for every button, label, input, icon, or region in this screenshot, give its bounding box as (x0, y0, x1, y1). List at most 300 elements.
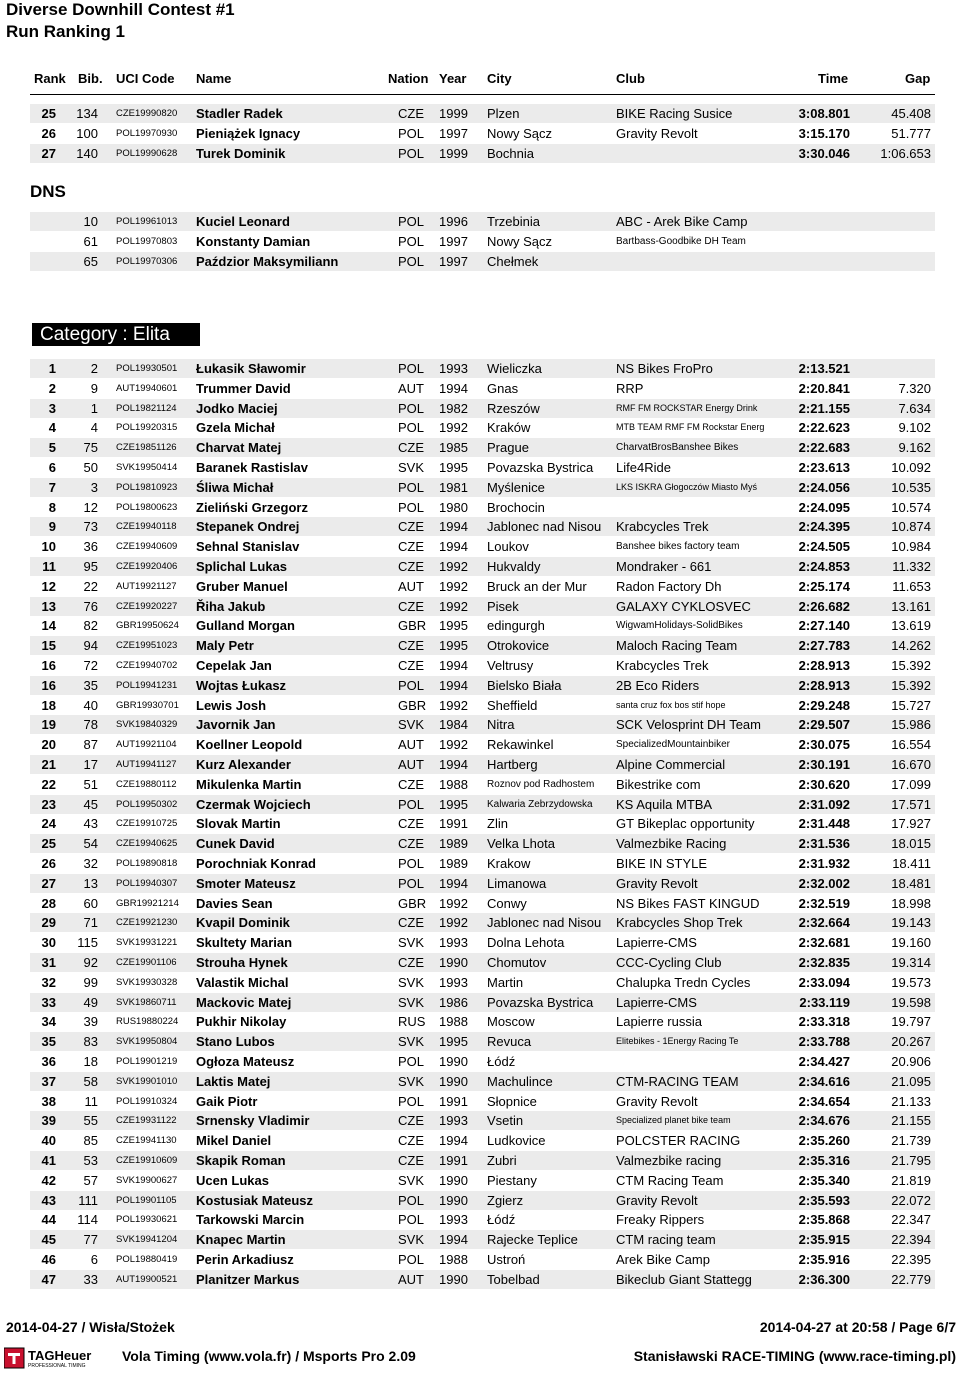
club-cell: santa cruz fox bos stif hope (616, 699, 726, 710)
bib-cell: 115 (77, 935, 98, 951)
year-cell: 1997 (439, 125, 468, 141)
bib-cell: 83 (83, 1034, 98, 1050)
gap-cell: 10.984 (891, 539, 931, 555)
footer-date-place: 2014-04-27 / Wisła/Stożek (6, 1319, 175, 1335)
club-cell: Radon Factory Dh (616, 578, 722, 594)
time-cell: 2:24.853 (798, 559, 850, 574)
year-cell: 1994 (439, 380, 468, 396)
bib-cell: 85 (83, 1133, 98, 1149)
rank-cell: 4 (48, 420, 56, 436)
table-row (30, 577, 935, 596)
club-cell: RMF FM ROCKSTAR Energy Drink (616, 402, 758, 413)
year-cell: 1997 (439, 233, 468, 249)
city-cell: Rzeszów (487, 400, 540, 416)
uci-code-cell: CZE19990820 (116, 108, 178, 119)
uci-code-cell: CZE19910725 (116, 818, 178, 830)
nation-cell: POL (398, 420, 425, 436)
time-cell: 2:29.507 (798, 717, 850, 733)
time-cell: 2:31.092 (798, 796, 850, 812)
city-cell: Bielsko Biała (487, 677, 562, 693)
nation-cell: CZE (398, 658, 424, 673)
time-cell: 2:26.682 (798, 598, 850, 614)
year-cell: 1988 (439, 1014, 468, 1030)
uci-code-cell: CZE19951023 (116, 640, 178, 652)
year-cell: 1993 (439, 361, 468, 376)
bib-cell: 78 (83, 717, 98, 733)
year-cell: 1992 (439, 559, 468, 574)
uci-code-cell: SVK19930328 (116, 976, 178, 988)
gap-cell: 13.619 (891, 618, 931, 634)
table-row (30, 124, 935, 143)
year-cell: 1993 (439, 974, 468, 990)
rider-name-cell: Stadler Radek (196, 106, 283, 121)
uci-code-cell: SVK19941204 (116, 1234, 178, 1246)
rank-cell: 25 (41, 836, 56, 852)
gap-cell: 21.155 (891, 1113, 931, 1129)
bib-cell: 17 (83, 757, 98, 772)
club-cell: Lapierre-CMS (616, 994, 697, 1010)
year-cell: 1992 (439, 895, 468, 911)
category-banner: Category : Elita (32, 323, 200, 346)
time-cell: 2:35.868 (798, 1212, 850, 1228)
year-cell: 1990 (439, 1271, 468, 1287)
rider-name-cell: Wojtas Łukasz (196, 677, 287, 693)
club-cell: Krabcycles Trek (616, 519, 709, 535)
rider-name-cell: Mackovic Matej (196, 994, 292, 1010)
bib-cell: 4 (90, 420, 98, 436)
year-cell: 1992 (439, 737, 468, 753)
city-cell: Martin (487, 974, 524, 990)
rider-name-cell: Czermak Wojciech (196, 796, 311, 812)
gap-cell: 22.072 (891, 1192, 931, 1208)
bib-cell: 10 (83, 214, 98, 229)
year-cell: 1982 (439, 400, 468, 416)
club-cell: Elitebikes - 1Energy Racing Te (616, 1036, 739, 1047)
time-cell: 2:31.932 (798, 856, 850, 871)
club-cell: SpecializedMountainbiker (616, 739, 730, 751)
rank-cell: 31 (41, 955, 56, 970)
rank-cell: 7 (48, 479, 56, 495)
year-cell: 1994 (439, 658, 468, 673)
table-row (30, 735, 935, 754)
table-row (30, 993, 935, 1012)
time-cell: 2:25.174 (798, 578, 850, 594)
gap-cell: 9.102 (898, 420, 931, 436)
uci-code-cell: CZE19931122 (116, 1115, 177, 1127)
bib-cell: 22 (83, 578, 98, 594)
uci-code-cell: CZE19920227 (116, 600, 178, 612)
nation-cell: CZE (398, 915, 424, 931)
table-row (30, 795, 935, 814)
uci-code-cell: GBR19950624 (116, 620, 179, 632)
uci-code-cell: POL19961013 (116, 216, 178, 227)
city-cell: Roznov pod Radhostem (487, 778, 595, 790)
rank-cell: 20 (41, 737, 56, 753)
city-cell: Otrokovice (487, 638, 550, 654)
table-row (30, 1052, 935, 1071)
rider-name-cell: Charvat Matej (196, 440, 282, 456)
club-cell: KS Aquila MTBA (616, 796, 713, 812)
rank-cell: 46 (41, 1252, 56, 1267)
time-cell: 2:31.536 (798, 836, 850, 852)
nation-cell: AUT (398, 1271, 424, 1287)
year-cell: 1995 (439, 796, 468, 812)
bib-cell: 87 (83, 737, 98, 753)
bib-cell: 11 (84, 1093, 98, 1109)
table-row (30, 1270, 935, 1289)
uci-code-cell: POL19901219 (116, 1056, 178, 1067)
nation-cell: SVK (398, 974, 425, 990)
table-row (30, 1092, 935, 1111)
bib-cell: 32 (83, 856, 98, 871)
club-cell: Mondraker - 661 (616, 559, 712, 574)
time-cell: 2:34.654 (798, 1093, 850, 1109)
rider-name-cell: Kostusiak Mateusz (196, 1192, 314, 1208)
table-row (30, 1171, 935, 1190)
table-row (30, 212, 935, 231)
year-cell: 1994 (439, 539, 468, 555)
nation-cell: SVK (398, 717, 425, 733)
table-row (30, 1151, 935, 1170)
rider-name-cell: Sehnal Stanislav (196, 539, 300, 555)
rank-cell: 21 (41, 757, 56, 772)
time-cell: 2:27.783 (798, 638, 850, 654)
rank-cell: 5 (48, 440, 56, 456)
uci-code-cell: SVK19840329 (116, 719, 178, 731)
time-cell: 2:35.915 (798, 1232, 850, 1248)
club-cell: Gravity Revolt (616, 125, 698, 141)
bib-cell: 55 (83, 1113, 98, 1129)
rank-cell: 34 (41, 1014, 56, 1030)
column-header-row (0, 71, 960, 89)
uci-code-cell: SVK19931221 (116, 937, 178, 949)
uci-code-cell: CZE19921230 (116, 917, 178, 929)
bib-cell: 3 (90, 479, 98, 495)
rank-cell: 15 (41, 638, 56, 654)
table-row (30, 676, 935, 695)
bib-cell: 71 (83, 915, 98, 931)
year-cell: 1991 (439, 816, 468, 832)
rider-name-cell: Mikulenka Martin (196, 776, 302, 792)
city-cell: Łódź (487, 1054, 516, 1069)
nation-cell: SVK (398, 1172, 425, 1188)
bib-cell: 61 (83, 233, 98, 249)
year-cell: 1997 (439, 253, 468, 269)
rank-cell: 35 (41, 1034, 56, 1050)
gap-cell: 15.986 (891, 717, 931, 733)
uci-code-cell: SVK19900627 (116, 1174, 178, 1186)
table-row (30, 1191, 935, 1210)
rank-cell: 24 (41, 816, 56, 832)
city-cell: Conwy (487, 895, 527, 911)
nation-cell: SVK (398, 994, 425, 1010)
rider-name-cell: Pieniążek Ignacy (196, 125, 301, 141)
club-cell: Maloch Racing Team (616, 638, 738, 654)
time-cell: 2:36.300 (798, 1271, 850, 1287)
year-cell: 1994 (439, 1232, 468, 1248)
club-cell: Freaky Rippers (616, 1212, 705, 1228)
table-row (30, 1131, 935, 1150)
gap-cell: 21.133 (891, 1093, 931, 1109)
city-cell: Limanowa (487, 875, 547, 891)
bib-cell: 82 (83, 618, 98, 634)
year-cell: 1994 (439, 677, 468, 693)
gap-cell: 7.320 (898, 380, 931, 396)
rank-cell: 36 (41, 1054, 56, 1069)
nation-cell: POL (398, 214, 425, 229)
uci-code-cell: AUT19940601 (116, 382, 178, 394)
rider-name-cell: Planitzer Markus (196, 1271, 300, 1287)
nation-cell: CZE (398, 539, 424, 555)
bib-cell: 94 (83, 638, 98, 654)
footer-vola-credit: Vola Timing (www.vola.fr) / Msports Pro 2.09 (122, 1348, 416, 1364)
city-cell: Chomutov (487, 955, 547, 970)
bib-cell: 2 (90, 361, 98, 376)
gap-cell: 21.739 (891, 1133, 931, 1149)
year-cell: 1986 (439, 994, 468, 1010)
nation-cell: GBR (398, 618, 427, 634)
table-row (30, 517, 935, 536)
rank-cell: 9 (48, 519, 56, 535)
rider-name-cell: Perin Arkadiusz (196, 1252, 294, 1267)
bib-cell: 43 (83, 816, 98, 832)
uci-code-cell: CZE19920406 (116, 561, 178, 572)
rank-cell: 43 (41, 1192, 56, 1208)
rank-cell: 18 (41, 697, 56, 713)
table-row (30, 894, 935, 913)
gap-cell: 17.099 (891, 776, 931, 792)
club-cell: WigwamHolidays-SolidBikes (616, 620, 743, 632)
year-cell: 1990 (439, 1073, 468, 1089)
city-cell: Kalwaria Zebrzydowska (487, 798, 593, 810)
uci-code-cell: SVK19860711 (116, 996, 177, 1008)
gap-cell: 13.161 (891, 598, 931, 614)
uci-code-cell: POL19901105 (116, 1194, 177, 1206)
table-row (30, 1012, 935, 1031)
gap-cell: 9.162 (898, 440, 931, 456)
table-row (30, 418, 935, 437)
club-cell: Bikeclub Giant Stattegg (616, 1271, 752, 1287)
club-cell: NS Bikes FroPro (616, 361, 713, 376)
nation-cell: SVK (398, 1034, 425, 1050)
col-rank: Rank (34, 71, 66, 86)
table-row (30, 973, 935, 992)
rider-name-cell: Koellner Leopold (196, 737, 303, 753)
city-cell: Ludkovice (487, 1133, 546, 1149)
nation-cell: SVK (398, 460, 425, 475)
rank-cell: 14 (41, 618, 56, 634)
time-cell: 2:32.835 (798, 955, 850, 970)
year-cell: 1988 (439, 776, 468, 792)
club-cell: NS Bikes FAST KINGUD (616, 895, 760, 911)
city-cell: Moscow (487, 1014, 535, 1030)
uci-code-cell: CZE19940702 (116, 660, 178, 671)
rank-cell: 25 (41, 106, 56, 121)
year-cell: 1992 (439, 578, 468, 594)
gap-cell: 51.777 (891, 125, 931, 141)
table-row (30, 252, 935, 271)
club-cell: GT Bikeplac opportunity (616, 816, 755, 832)
time-cell: 2:27.140 (798, 618, 850, 634)
gap-cell: 20.267 (891, 1034, 931, 1050)
gap-cell: 10.092 (891, 460, 931, 475)
bib-cell: 58 (83, 1073, 98, 1089)
svg-text:TAGHeuer: TAGHeuer (28, 1348, 92, 1363)
city-cell: Povazska Bystrica (487, 460, 594, 475)
rider-name-cell: Slovak Martin (196, 816, 281, 832)
year-cell: 1990 (439, 1172, 468, 1188)
time-cell: 2:20.841 (798, 380, 850, 396)
city-cell: Łódź (487, 1212, 516, 1228)
rider-name-cell: Pukhir Nikolay (196, 1014, 287, 1030)
nation-cell: CZE (398, 638, 424, 654)
rider-name-cell: Baranek Rastislav (196, 460, 309, 475)
uci-code-cell: POL19950302 (116, 798, 178, 810)
gap-cell: 22.347 (891, 1212, 931, 1228)
table-row (30, 1072, 935, 1091)
uci-code-cell: AUT19921104 (116, 739, 177, 751)
nation-cell: CZE (398, 106, 424, 121)
year-cell: 1993 (439, 1212, 468, 1228)
time-cell: 2:22.683 (798, 440, 850, 456)
col-year: Year (439, 71, 467, 86)
gap-cell: 15.727 (891, 697, 931, 713)
table-row (30, 144, 935, 163)
rider-name-cell: Gaik Piotr (196, 1093, 258, 1109)
time-cell: 2:22.623 (798, 420, 850, 436)
rider-name-cell: Knapec Martin (196, 1232, 286, 1248)
rider-name-cell: Laktis Matej (196, 1073, 271, 1089)
city-cell: Krakow (487, 856, 531, 871)
uci-code-cell: POL19940307 (116, 877, 178, 889)
time-cell: 2:34.676 (798, 1113, 850, 1129)
city-cell: Vsetin (487, 1113, 524, 1129)
table-row (30, 913, 935, 932)
time-cell: 2:34.427 (798, 1054, 850, 1069)
year-cell: 1994 (439, 1133, 468, 1149)
year-cell: 1981 (439, 479, 468, 495)
year-cell: 1993 (439, 1113, 468, 1129)
rider-name-cell: Srnensky Vladimir (196, 1113, 310, 1129)
time-cell: 2:23.613 (798, 460, 850, 475)
rank-cell: 26 (41, 856, 56, 871)
city-cell: Hukvaldy (487, 559, 541, 574)
city-cell: Machulince (487, 1073, 553, 1089)
time-cell: 2:33.788 (798, 1034, 850, 1050)
year-cell: 1989 (439, 856, 468, 871)
rider-name-cell: Ucen Lukas (196, 1172, 269, 1188)
year-cell: 1980 (439, 499, 468, 515)
gap-cell: 7.634 (898, 400, 931, 416)
gap-cell: 22.394 (891, 1232, 931, 1248)
gap-cell: 20.906 (891, 1054, 931, 1069)
club-cell: Alpine Commercial (616, 757, 726, 772)
table-row (30, 1230, 935, 1249)
bib-cell: 51 (83, 776, 98, 792)
bib-cell: 65 (83, 253, 98, 269)
rider-name-cell: Ogłoza Mateusz (196, 1054, 295, 1069)
rider-name-cell: Trummer David (196, 380, 291, 396)
uci-code-cell: POL19821124 (116, 402, 177, 414)
bib-cell: 12 (83, 499, 98, 515)
city-cell: Zgierz (487, 1192, 524, 1208)
time-cell: 2:35.260 (798, 1133, 850, 1149)
uci-code-cell: POL19930621 (116, 1214, 178, 1226)
club-cell: Banshee bikes factory team (616, 541, 740, 553)
club-cell: Gravity Revolt (616, 1093, 698, 1109)
gap-cell: 19.314 (891, 955, 931, 970)
city-cell: Tobelbad (487, 1271, 540, 1287)
gap-cell: 17.571 (891, 796, 931, 812)
col-name: Name (196, 71, 232, 86)
city-cell: edingurgh (487, 618, 545, 634)
uci-code-cell: AUT19900521 (116, 1273, 178, 1285)
uci-code-cell: AUT19921127 (116, 580, 177, 592)
club-cell: CharvatBrosBanshee Bikes (616, 442, 739, 454)
uci-code-cell: CZE19901106 (116, 957, 177, 968)
time-cell: 2:35.340 (798, 1172, 850, 1188)
uci-code-cell: POL19920315 (116, 422, 178, 434)
club-cell: Bartbass-Goodbike DH Team (616, 235, 746, 247)
rank-cell: 8 (48, 499, 56, 515)
table-row (30, 696, 935, 715)
gap-cell: 18.481 (891, 875, 931, 891)
city-cell: Chełmek (487, 253, 539, 269)
nation-cell: CZE (398, 559, 424, 574)
time-cell: 2:29.248 (798, 697, 850, 713)
city-cell: Kraków (487, 420, 531, 436)
rank-cell: 40 (41, 1133, 56, 1149)
rank-cell: 38 (41, 1093, 56, 1109)
nation-cell: POL (398, 1212, 425, 1228)
gap-cell: 21.095 (891, 1073, 931, 1089)
uci-code-cell: SVK19950804 (116, 1036, 178, 1048)
rider-name-cell: Jodko Maciej (196, 400, 278, 416)
nation-cell: CZE (398, 440, 424, 456)
time-cell: 2:28.913 (798, 677, 850, 693)
gap-cell: 19.143 (891, 915, 931, 931)
year-cell: 1988 (439, 1252, 468, 1267)
uci-code-cell: CZE19940609 (116, 541, 178, 553)
col-nation: Nation (388, 71, 429, 86)
rider-name-cell: Lewis Josh (196, 697, 267, 713)
city-cell: Veltrusy (487, 658, 534, 673)
rider-name-cell: Łukasik Sławomir (196, 361, 306, 376)
gap-cell: 21.795 (891, 1153, 931, 1168)
time-cell: 2:30.191 (798, 757, 850, 772)
nation-cell: AUT (398, 380, 424, 396)
gap-cell: 22.395 (891, 1252, 931, 1267)
table-row (30, 656, 935, 675)
uci-code-cell: POL19970930 (116, 127, 178, 139)
nation-cell: AUT (398, 578, 424, 594)
nation-cell: POL (398, 400, 425, 416)
rider-name-cell: Řiha Jakub (196, 598, 266, 614)
table-row (30, 359, 935, 378)
rider-name-cell: Splichal Lukas (196, 559, 288, 574)
nation-cell: POL (398, 361, 425, 376)
bib-cell: 35 (83, 677, 98, 693)
club-cell: Lapierre-CMS (616, 935, 697, 951)
club-cell: GALAXY CYKLOSVEC (616, 598, 751, 614)
time-cell: 2:32.681 (798, 935, 850, 951)
city-cell: Nitra (487, 717, 515, 733)
time-cell: 2:21.155 (798, 400, 850, 416)
gap-cell: 19.797 (891, 1014, 931, 1030)
club-cell: POLCSTER RACING (616, 1133, 741, 1149)
time-cell: 2:35.593 (798, 1192, 850, 1208)
year-cell: 1995 (439, 618, 468, 634)
